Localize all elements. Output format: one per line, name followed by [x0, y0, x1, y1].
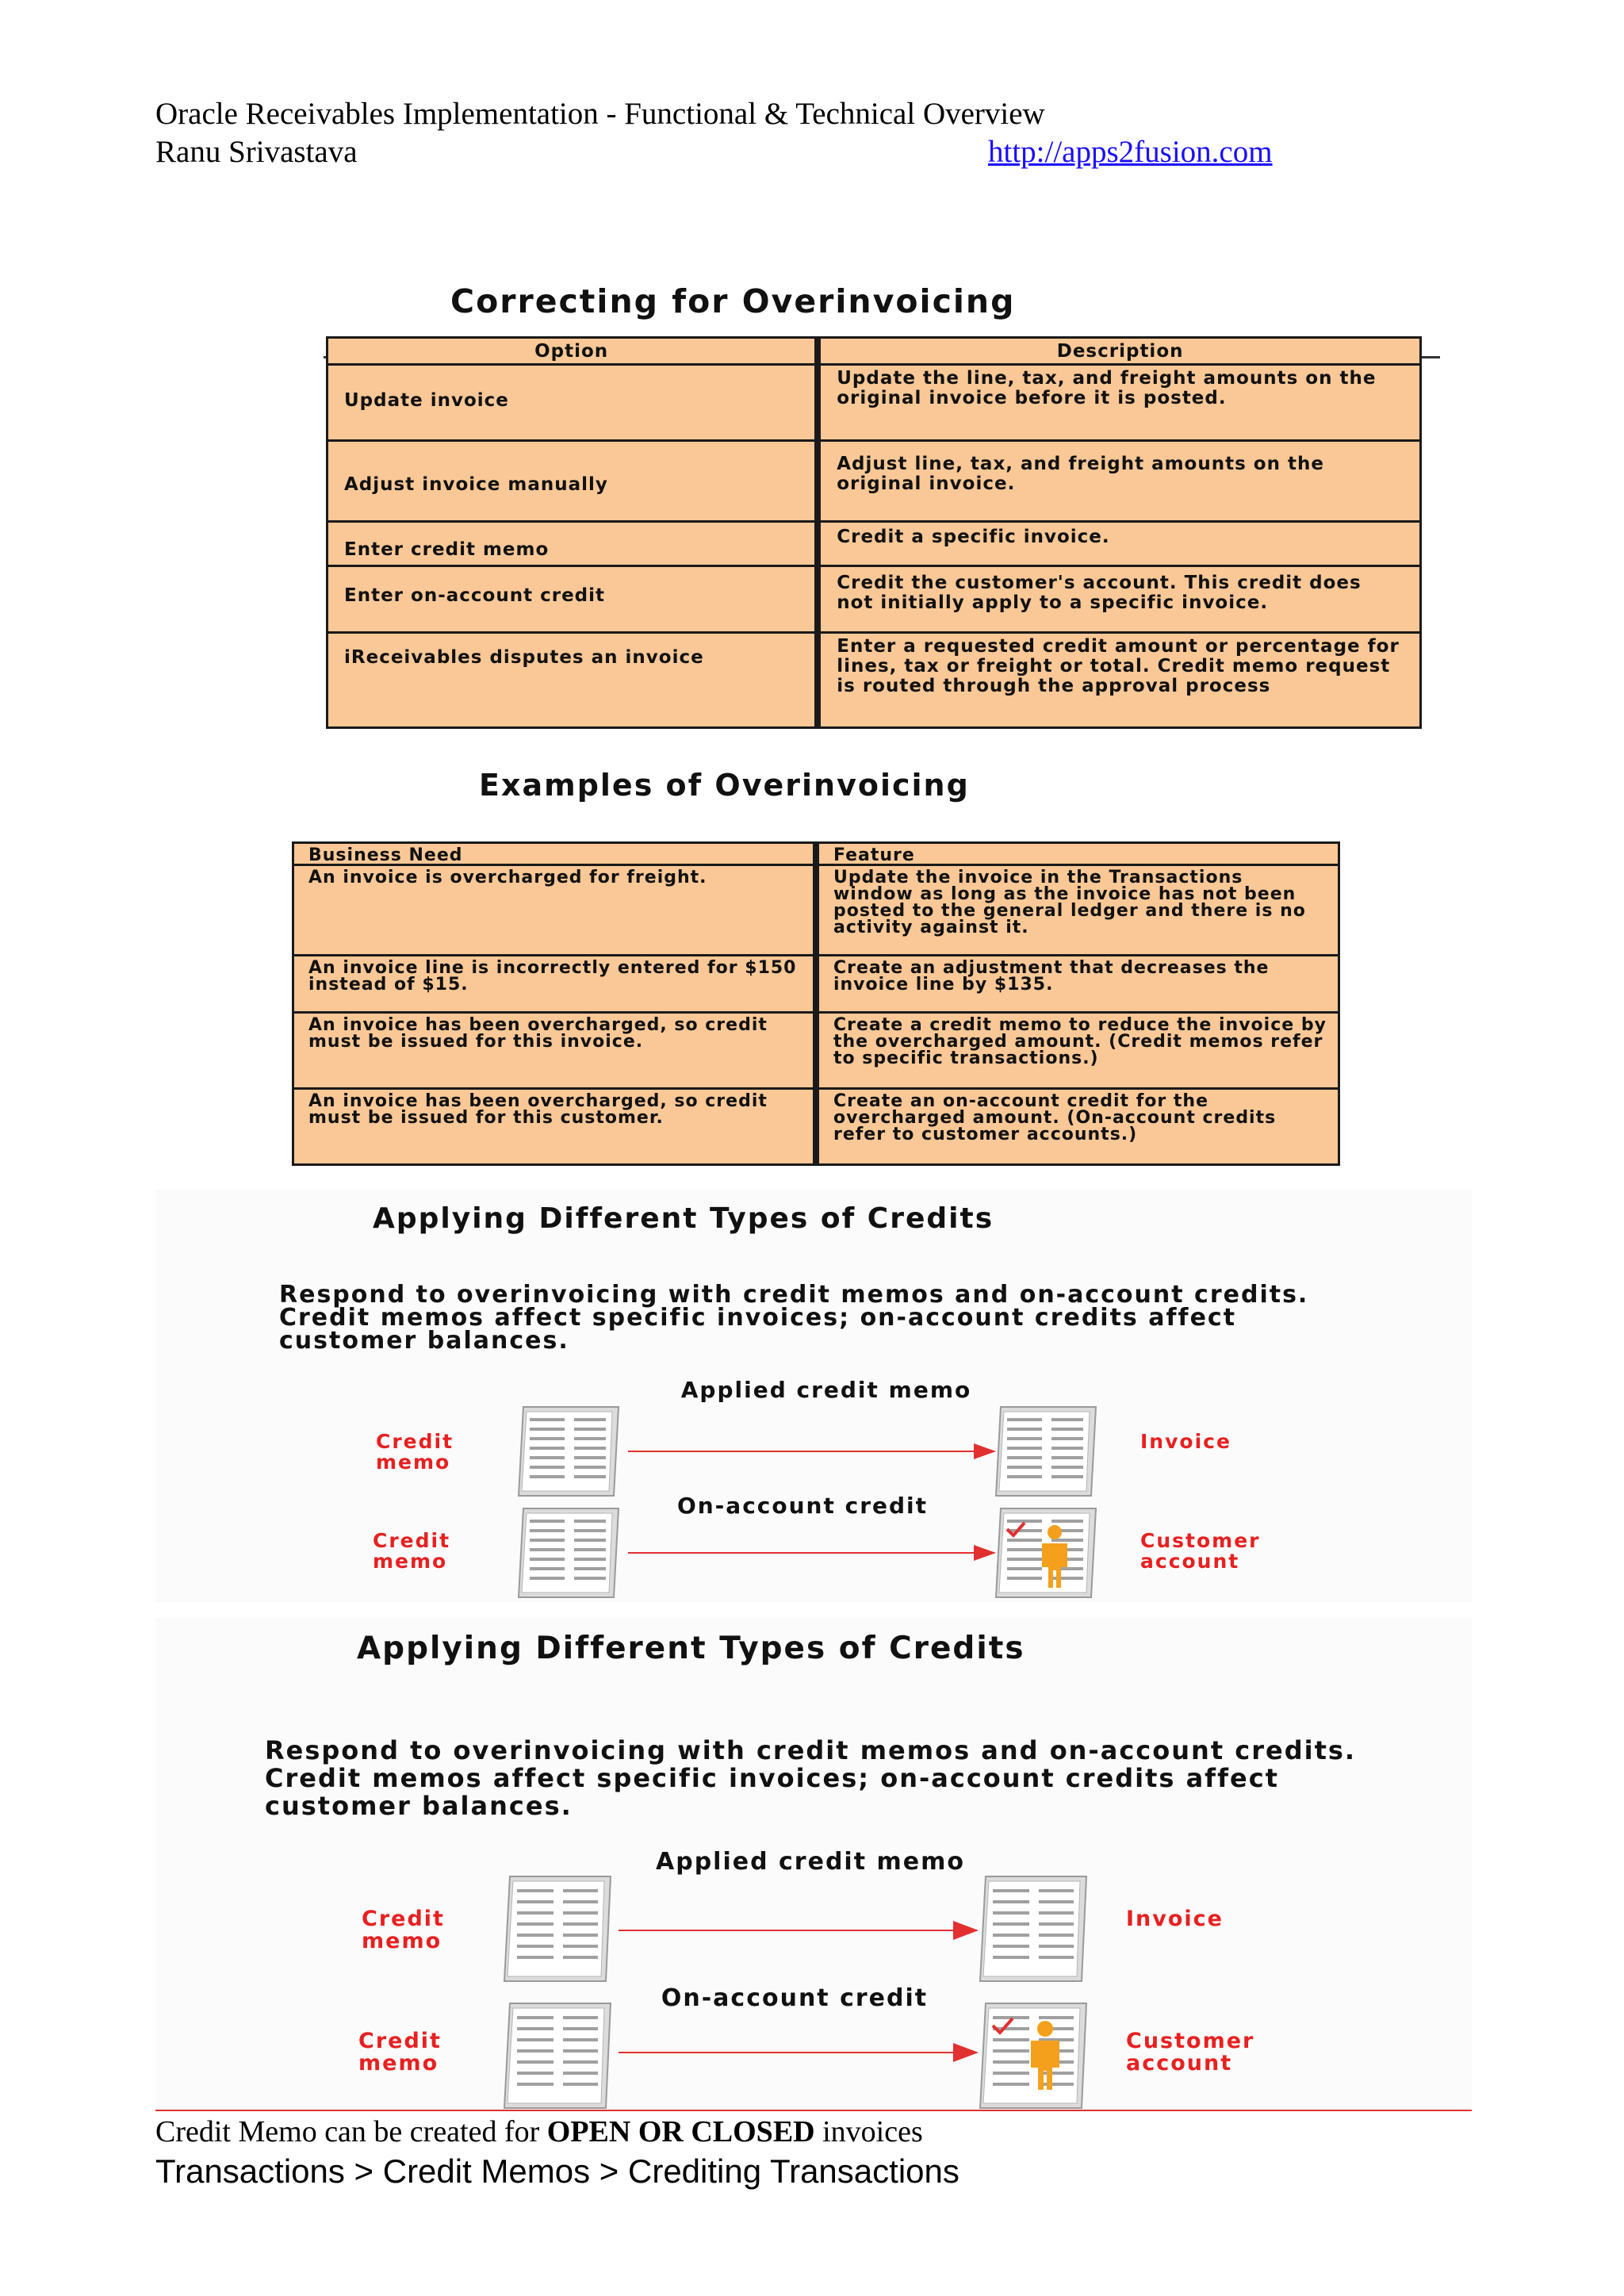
label-credit-memo-source: Credit memo	[362, 1907, 445, 1954]
credits-diagram-panel-1	[155, 1190, 1472, 1602]
diagram-intro-text: Respond to overinvoicing with credit memos and on-account credits. Credit memos affect specific invoices; on-account credits affect customer balances.	[279, 1281, 1309, 1355]
column-header-description: Description	[818, 338, 1420, 365]
document-icon	[504, 1876, 611, 1981]
footer-note-prefix: Credit Memo can be created for	[155, 2115, 547, 2148]
table-cell-feature: Create an on-account credit for the overcharged amount. (On-account credits refer to customer accounts.)	[816, 1089, 1339, 1165]
table-cell-need: An invoice line is incorrectly entered for $150 instead of $15.	[293, 956, 816, 1013]
document-icon	[980, 1876, 1086, 1981]
footer-divider	[155, 2110, 1472, 2111]
table-cell-description: Adjust line, tax, and freight amounts on the original invoice.	[818, 441, 1420, 522]
column-header-option: Option	[327, 338, 818, 365]
document-icon	[504, 2003, 611, 2108]
header-link[interactable]: http://apps2fusion.com	[988, 135, 1273, 169]
label-credit-memo-source: Credit memo	[373, 1529, 451, 1573]
flow-subtitle-on-account: On-account credit	[661, 1984, 929, 2012]
table-cell-option: Adjust invoice manually	[327, 441, 818, 522]
document-icon	[519, 1508, 619, 1597]
table-cell-option: iReceivables disputes an invoice	[327, 633, 818, 728]
column-header-business-need: Business Need	[293, 843, 816, 865]
footer-note-emphasis: OPEN OR CLOSED	[546, 2115, 815, 2148]
table-cell-need: An invoice has been overcharged, so credit must be issued for this invoice.	[293, 1013, 816, 1089]
document-icon	[519, 1407, 619, 1496]
table-cell-option: Enter credit memo	[327, 522, 818, 566]
overinvoicing-examples-table	[292, 841, 1340, 1166]
label-customer-account-target: Customer account	[1140, 1529, 1261, 1573]
table-cell-feature: Create a credit memo to reduce the invoice by the overcharged amount. (Credit memos refer to specific transactions.)	[816, 1013, 1339, 1089]
label-invoice-target: Invoice	[1140, 1430, 1231, 1453]
figure-title-applying-credits: Applying Different Types of Credits	[373, 1202, 994, 1235]
table-cell-feature: Update the invoice in the Transactions window as long as the invoice has not been posted to the general ledger and there is no activity against it.	[816, 865, 1339, 956]
table-cell-description: Enter a requested credit amount or percentage for lines, tax or freight or total. Credit memo request is routed through the approval process	[818, 633, 1420, 728]
credits-diagram-panel-2	[155, 1618, 1472, 2110]
figure-title-correcting: Correcting for Overinvoicing	[450, 282, 1016, 320]
table-cell-option: Enter on-account credit	[327, 566, 818, 633]
column-header-feature: Feature	[816, 843, 1339, 865]
credits-flow-graphic	[155, 1618, 1472, 2110]
figure-title-examples: Examples of Overinvoicing	[479, 768, 970, 803]
credits-flow-graphic	[155, 1190, 1472, 1602]
table-cell-need: An invoice has been overcharged, so credit must be issued for this customer.	[293, 1089, 816, 1165]
flow-subtitle-applied: Applied credit memo	[680, 1377, 972, 1403]
table-cell-need: An invoice is overcharged for freight.	[293, 865, 816, 956]
label-credit-memo-source: Credit memo	[376, 1430, 454, 1474]
table-cell-feature: Create an adjustment that decreases the invoice line by $135.	[816, 956, 1339, 1013]
correcting-options-table	[326, 336, 1422, 729]
table-cell-description: Credit the customer's account. This credit does not initially apply to a specific invoice.	[818, 566, 1420, 633]
document-title: Oracle Receivables Implementation - Functional & Technical Overview	[155, 97, 1045, 131]
label-credit-memo-source: Credit memo	[358, 2029, 442, 2076]
flow-subtitle-applied: Applied credit memo	[656, 1848, 965, 1876]
table-cell-description: Credit a specific invoice.	[818, 522, 1420, 566]
table-cell-option: Update invoice	[327, 365, 818, 441]
table-cell-description: Update the line, tax, and freight amounts on the original invoice before it is posted.	[818, 365, 1420, 441]
figure-title-applying-credits: Applying Different Types of Credits	[357, 1631, 1025, 1666]
author-name: Ranu Srivastava	[155, 135, 358, 169]
label-customer-account-target: Customer account	[1126, 2029, 1255, 2076]
navigation-path: Transactions > Credit Memos > Crediting Transactions	[155, 2152, 959, 2190]
label-invoice-target: Invoice	[1126, 1907, 1224, 1931]
diagram-intro-text: Respond to overinvoicing with credit memos and on-account credits. Credit memos affect specific invoices; on-account credits affect customer balances.	[265, 1735, 1357, 1821]
flow-subtitle-on-account: On-account credit	[676, 1493, 929, 1519]
footer-note	[155, 2114, 923, 2149]
document-icon	[996, 1407, 1096, 1496]
footer-note-suffix: invoices	[814, 2115, 923, 2148]
